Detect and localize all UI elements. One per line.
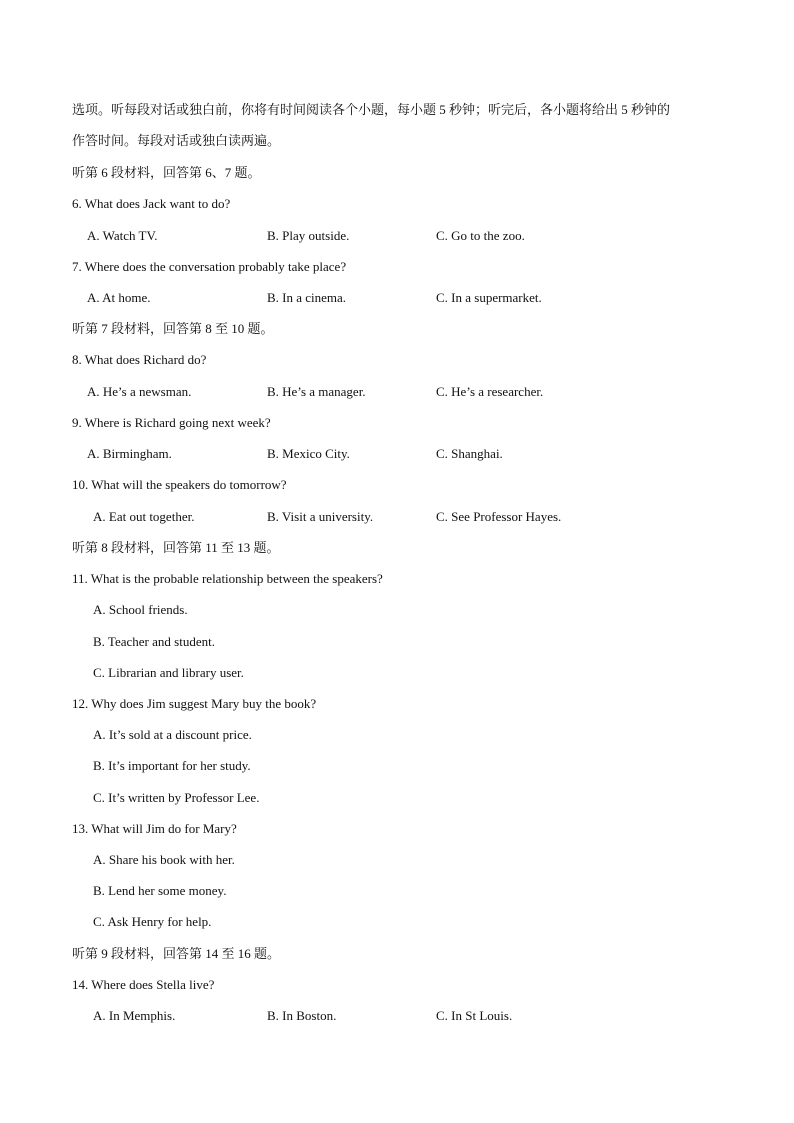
question-9-option-a: A. Birmingham. [87, 446, 172, 461]
question-14-option-c: C. In St Louis. [436, 1008, 513, 1023]
question-7-option-b: B. In a cinema. [267, 290, 347, 305]
question-11-option-c: C. Librarian and library user. [93, 665, 244, 680]
question-13: 13. What will Jim do for Mary? [72, 821, 237, 836]
section-heading-9: 听第 9 段材料，回答第 14 至 16 题。 [72, 946, 281, 961]
question-7: 7. Where does the conversation probably take place? [72, 259, 347, 274]
question-7-option-c: C. In a supermarket. [436, 290, 542, 305]
question-10-option-a: A. Eat out together. [93, 509, 195, 524]
question-8-option-a: A. He’s a newsman. [87, 384, 192, 399]
instructions-line-1: 选项。听每段对话或独白前，你将有时间阅读各个小题，每小题 5 秒钟；听完后，各小题将给出 5 秒钟的 [72, 102, 671, 117]
question-14: 14. Where does Stella live? [72, 977, 215, 992]
question-12-option-c: C. It’s written by Professor Lee. [93, 790, 260, 805]
question-12-option-a: A. It’s sold at a discount price. [93, 727, 252, 742]
question-8: 8. What does Richard do? [72, 352, 207, 367]
question-7-option-a: A. At home. [87, 290, 151, 305]
question-13-option-b: B. Lend her some money. [93, 883, 227, 898]
question-14-option-a: A. In Memphis. [93, 1008, 176, 1023]
question-10-option-c: C. See Professor Hayes. [436, 509, 562, 524]
question-12-option-b: B. It’s important for her study. [93, 758, 251, 773]
section-heading-6: 听第 6 段材料，回答第 6、7 题。 [72, 165, 261, 180]
question-6: 6. What does Jack want to do? [72, 196, 231, 211]
question-9: 9. Where is Richard going next week? [72, 415, 271, 430]
question-11-option-b: B. Teacher and student. [93, 634, 215, 649]
question-6-option-b: B. Play outside. [267, 228, 350, 243]
question-11: 11. What is the probable relationship between the speakers? [72, 571, 383, 586]
question-10: 10. What will the speakers do tomorrow? [72, 477, 287, 492]
question-10-option-b: B. Visit a university. [267, 509, 374, 524]
instructions-line-2: 作答时间。每段对话或独白读两遍。 [72, 133, 281, 148]
question-9-option-c: C. Shanghai. [436, 446, 503, 461]
question-12: 12. Why does Jim suggest Mary buy the book? [72, 696, 317, 711]
question-8-option-b: B. He’s a manager. [267, 384, 366, 399]
section-heading-8: 听第 8 段材料，回答第 11 至 13 题。 [72, 540, 280, 555]
question-8-option-c: C. He’s a researcher. [436, 384, 544, 399]
question-11-option-a: A. School friends. [93, 602, 188, 617]
question-6-option-c: C. Go to the zoo. [436, 228, 525, 243]
question-13-option-c: C. Ask Henry for help. [93, 914, 212, 929]
section-heading-7: 听第 7 段材料，回答第 8 至 10 题。 [72, 321, 274, 336]
question-13-option-a: A. Share his book with her. [93, 852, 235, 867]
question-14-option-b: B. In Boston. [267, 1008, 337, 1023]
question-6-option-a: A. Watch TV. [87, 228, 158, 243]
question-9-option-b: B. Mexico City. [267, 446, 350, 461]
